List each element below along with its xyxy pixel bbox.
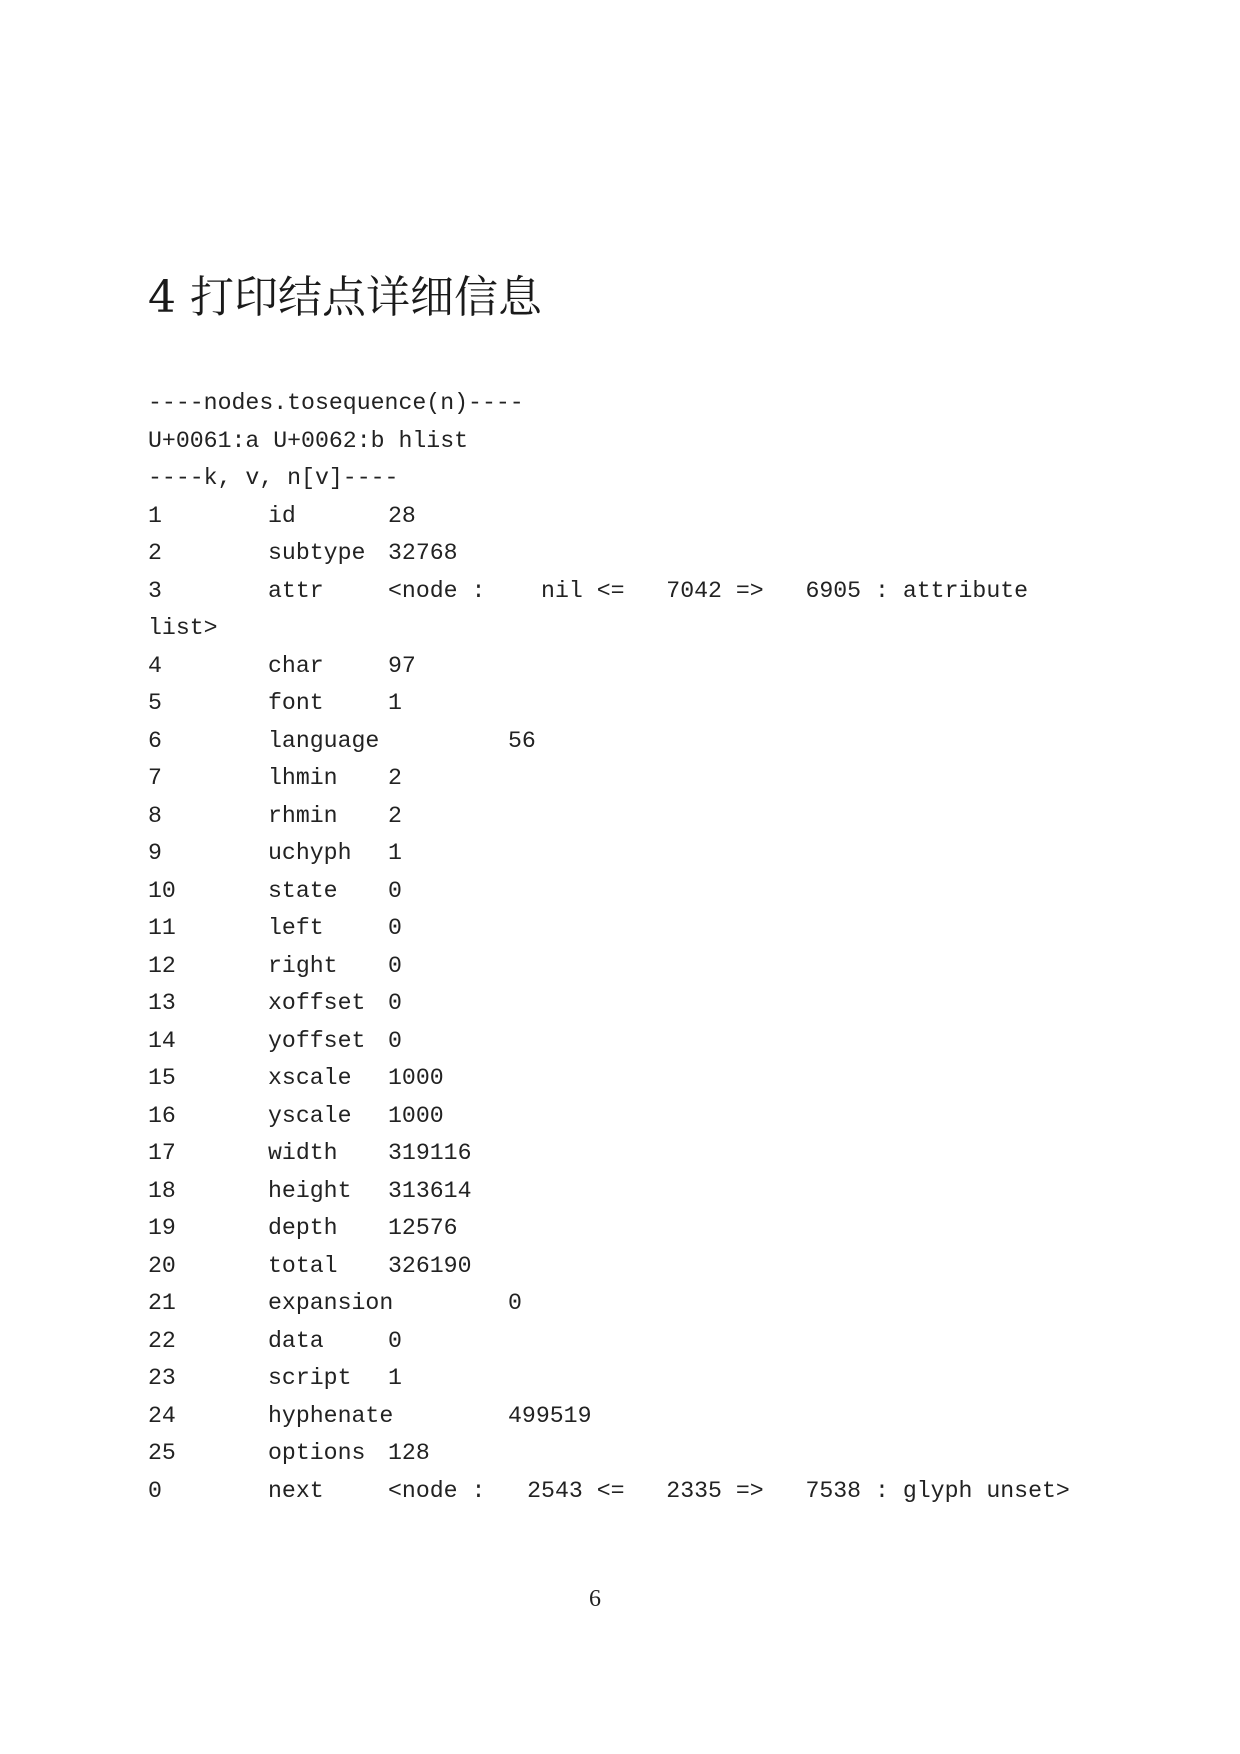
kv-row (148, 1135, 1138, 1173)
kv-row (148, 1248, 1138, 1286)
code-output-block (148, 385, 1138, 1510)
kv-key: 21 (148, 1290, 176, 1316)
kv-key: 16 (148, 1102, 176, 1129)
kv-field-name: right (268, 952, 338, 979)
kv-field-name: lhmin (268, 765, 338, 791)
kv-field-value: 319116 (388, 1140, 472, 1166)
kv-key: 14 (148, 1027, 176, 1054)
kv-field-value: 0 (388, 1027, 402, 1054)
kv-field-name: left (268, 915, 324, 941)
kv-row (148, 910, 1138, 948)
kv-row (148, 723, 1138, 761)
kv-row (148, 685, 1138, 723)
kv-key: 24 (148, 1402, 176, 1429)
kv-field-name: height (268, 1177, 352, 1204)
kv-header-line: ----k, v, n[v]---- (148, 465, 399, 491)
kv-field-value: 0 (388, 952, 402, 979)
kv-key: 18 (148, 1177, 176, 1204)
kv-key: 20 (148, 1252, 176, 1279)
kv-row (148, 1398, 1138, 1436)
kv-key: 12 (148, 952, 176, 979)
kv-field-name: xscale (268, 1065, 352, 1091)
kv-row (148, 985, 1138, 1023)
kv-field-name: language (268, 727, 380, 754)
kv-field-name: xoffset (268, 990, 366, 1016)
kv-field-value: 313614 (388, 1177, 472, 1204)
kv-field-value: 56 (508, 727, 536, 754)
kv-row (148, 1285, 1138, 1323)
kv-field-value: 499519 (508, 1402, 592, 1429)
kv-row (148, 535, 1138, 573)
kv-field-name: font (268, 690, 324, 716)
kv-key: 3 (148, 577, 162, 604)
kv-table (148, 498, 1138, 1511)
kv-key: 19 (148, 1215, 176, 1241)
kv-field-value: <node : nil <= 7042 => 6905 : attribute (388, 577, 1029, 604)
kv-field-value: 326190 (388, 1252, 472, 1279)
kv-field-name: id (268, 502, 296, 529)
kv-field-value: 12576 (388, 1215, 458, 1241)
kv-field-name: data (268, 1327, 324, 1354)
kv-key: 2 (148, 540, 162, 566)
kv-row (148, 1435, 1138, 1473)
page-number: 6 (589, 1586, 601, 1612)
section-heading: 4 打印结点详细信息 (148, 272, 542, 323)
kv-row (148, 798, 1138, 836)
kv-key: 15 (148, 1065, 176, 1091)
kv-field-value: 1 (388, 1365, 402, 1391)
kv-row (148, 648, 1138, 686)
kv-row (148, 573, 1138, 611)
kv-field-name: yscale (268, 1102, 352, 1129)
kv-field-value: 28 (388, 502, 416, 529)
kv-key: 22 (148, 1327, 176, 1354)
kv-key: 6 (148, 727, 162, 754)
kv-field-value: 128 (388, 1440, 430, 1466)
kv-row (148, 1060, 1138, 1098)
kv-field-name: options (268, 1440, 366, 1466)
kv-field-value: 0 (508, 1290, 522, 1316)
kv-field-name: state (268, 877, 338, 904)
kv-field-name: uchyph (268, 840, 352, 866)
sequence-header-line: ----nodes.tosequence(n)---- (148, 390, 524, 416)
kv-field-value: 0 (388, 1327, 402, 1354)
kv-field-name: depth (268, 1215, 338, 1241)
kv-row (148, 948, 1138, 986)
kv-field-value: 2 (388, 802, 402, 829)
kv-key: 4 (148, 652, 162, 679)
sequence-line: U+0061:a U+0062:b hlist (148, 427, 469, 454)
kv-row (148, 1210, 1138, 1248)
kv-field-value: 0 (388, 877, 402, 904)
kv-key: 8 (148, 802, 162, 829)
kv-field-value: 97 (388, 652, 416, 679)
kv-key: 17 (148, 1140, 176, 1166)
kv-key: 0 (148, 1477, 162, 1504)
kv-row (148, 835, 1138, 873)
kv-field-value: 32768 (388, 540, 458, 566)
kv-value-continuation: list> (148, 615, 218, 641)
kv-field-name: width (268, 1140, 338, 1166)
kv-field-name: hyphenate (268, 1402, 394, 1429)
kv-row (148, 1173, 1138, 1211)
kv-field-value: 0 (388, 990, 402, 1016)
kv-row (148, 760, 1138, 798)
kv-row (148, 1098, 1138, 1136)
kv-field-value: 2 (388, 765, 402, 791)
kv-row (148, 1323, 1138, 1361)
kv-key: 25 (148, 1440, 176, 1466)
kv-row (148, 873, 1138, 911)
kv-field-name: attr (268, 577, 324, 604)
kv-field-value: 1 (388, 690, 402, 716)
kv-row (148, 1473, 1138, 1511)
kv-field-value: 1 (388, 840, 402, 866)
kv-field-name: expansion (268, 1290, 394, 1316)
kv-field-name: script (268, 1365, 352, 1391)
kv-key: 9 (148, 840, 162, 866)
kv-key: 13 (148, 990, 176, 1016)
kv-field-value: <node : 2543 <= 2335 => 7538 : glyph unset> (388, 1477, 1070, 1504)
kv-key: 10 (148, 877, 176, 904)
kv-field-name: rhmin (268, 802, 338, 829)
kv-key: 23 (148, 1365, 176, 1391)
kv-key: 5 (148, 690, 162, 716)
kv-field-name: next (268, 1477, 324, 1504)
kv-row (148, 1360, 1138, 1398)
kv-field-name: yoffset (268, 1027, 366, 1054)
kv-field-value: 1000 (388, 1065, 444, 1091)
kv-row (148, 498, 1138, 536)
kv-field-name: total (268, 1252, 338, 1279)
kv-key: 11 (148, 915, 176, 941)
kv-key: 1 (148, 502, 162, 529)
kv-row (148, 1023, 1138, 1061)
kv-field-name: subtype (268, 540, 366, 566)
kv-field-value: 1000 (388, 1102, 444, 1129)
kv-field-value: 0 (388, 915, 402, 941)
kv-field-name: char (268, 652, 324, 679)
kv-key: 7 (148, 765, 162, 791)
